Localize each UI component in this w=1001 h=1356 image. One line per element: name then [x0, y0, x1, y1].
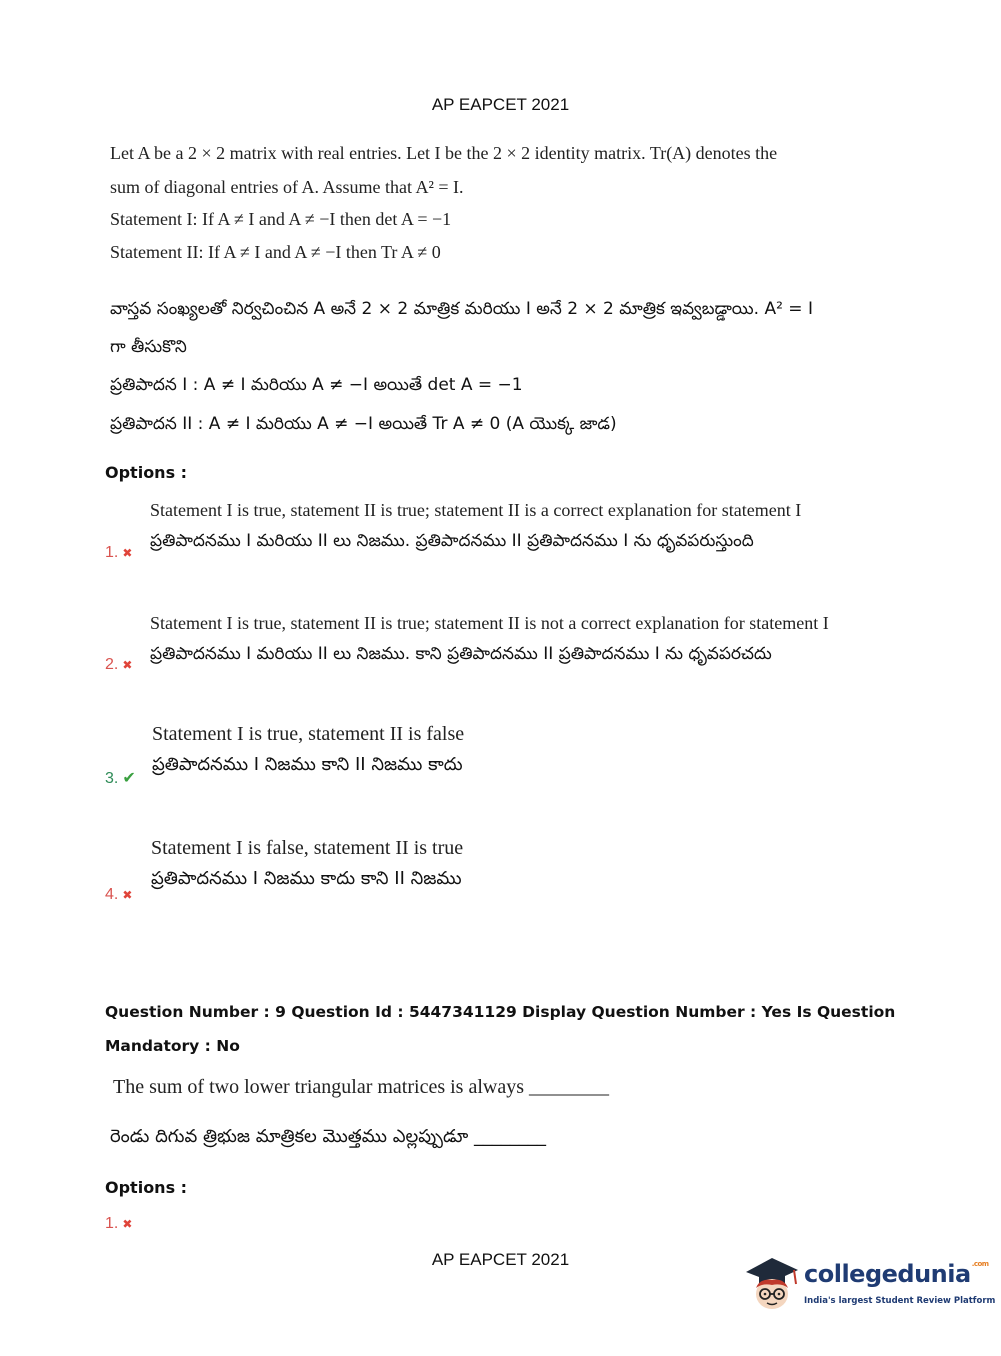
option-1-number[interactable]: [105, 544, 132, 562]
telugu-statement-two: ప్రతిపాదన II : A ≠ I మరియు A ≠ −I అయితే Tr A ≠ 0 (A యొక్క జాడ): [110, 414, 617, 434]
collegedunia-logo[interactable]: [742, 1250, 996, 1320]
question-9-telugu: రెండు దిగువ త్రిభుజ మాత్రికల మొత్తము ఎల్లప్పుడూ ________: [110, 1126, 547, 1147]
telugu-question-line: గా తీసుకొని: [110, 337, 187, 357]
statement-two-text: Statement II: If A ≠ I and A ≠ −I then Tr A ≠ 0: [110, 242, 441, 262]
wrong-mark-icon: ✖: [122, 658, 133, 672]
option-number-label: 1.: [105, 544, 119, 561]
logo-tagline: India's largest Student Review Platform: [804, 1296, 996, 1306]
option-number-label: 2.: [105, 656, 119, 673]
page-header-title: AP EAPCET 2021: [431, 95, 570, 114]
question-meta-line: Mandatory : No: [105, 1037, 240, 1055]
option-3-telugu: ప్రతిపాదనము I నిజము కాని II నిజము కాదు: [152, 754, 463, 775]
logo-wordmark: [804, 1260, 989, 1288]
option-4-english: Statement I is false, statement II is true: [151, 837, 464, 859]
option-3-number[interactable]: [105, 768, 136, 788]
option-2-telugu: ప్రతిపాదనము I మరియు II లు నిజము. కాని ప్రతిపాదనము II ప్రతిపాదనము I ను ధృవపరచదు: [150, 644, 772, 664]
option-number-label: 1.: [105, 1215, 119, 1232]
option-3-english: Statement I is true, statement II is false: [152, 723, 465, 745]
question-meta-line: Question Number : 9 Question Id : 5447341129 Display Question Number : Yes Is Question: [105, 1003, 896, 1021]
option-4-number[interactable]: [105, 886, 132, 904]
telugu-statement-one: ప్రతిపాదన I : A ≠ I మరియు A ≠ −I అయితే det A = −1: [110, 375, 523, 395]
option-number-label: 4.: [105, 886, 119, 903]
question-text-line: Let A be a 2 × 2 matrix with real entries. Let I be the 2 × 2 identity matrix. Tr(A) denotes the: [110, 143, 778, 163]
mascot-icon: [742, 1252, 802, 1314]
options-label: Options :: [105, 1178, 188, 1197]
logo-suffix: .com: [971, 1260, 989, 1268]
option-number-label: 3.: [105, 770, 119, 787]
page-footer-title: AP EAPCET 2021: [431, 1250, 570, 1269]
statement-one-text: Statement I: If A ≠ I and A ≠ −I then det A = −1: [110, 209, 452, 229]
options-label: Options :: [105, 463, 188, 482]
question-text-line: sum of diagonal entries of A. Assume that A² = I.: [110, 177, 464, 197]
option-2-number[interactable]: [105, 656, 132, 674]
question-9-option-1-number[interactable]: [105, 1215, 132, 1233]
wrong-mark-icon: ✖: [122, 546, 133, 560]
logo-name: collegedunia: [804, 1260, 971, 1288]
option-2-english: Statement I is true, statement II is true; statement II is not a correct explanation for statement I: [150, 613, 829, 633]
correct-check-icon: ✔: [122, 770, 136, 787]
telugu-question-line: వాస్తవ సంఖ్యలతో నిర్వచించిన A అనే 2 × 2 మాత్రిక మరియు I అనే 2 × 2 మాత్రిక ఇవ్వబడ్డాయి. A² = I: [110, 299, 813, 319]
question-9-english: The sum of two lower triangular matrices is always ________: [113, 1076, 609, 1098]
option-4-telugu: ప్రతిపాదనము I నిజము కాదు కాని II నిజము: [151, 868, 462, 889]
option-1-english: Statement I is true, statement II is true; statement II is a correct explanation for statement I: [150, 500, 802, 520]
wrong-mark-icon: ✖: [122, 888, 133, 902]
wrong-mark-icon: ✖: [122, 1217, 133, 1231]
option-1-telugu: ప్రతిపాదనము I మరియు II లు నిజము. ప్రతిపాదనము II ప్రతిపాదనము I ను ధృవపరుస్తుంది: [150, 531, 754, 551]
